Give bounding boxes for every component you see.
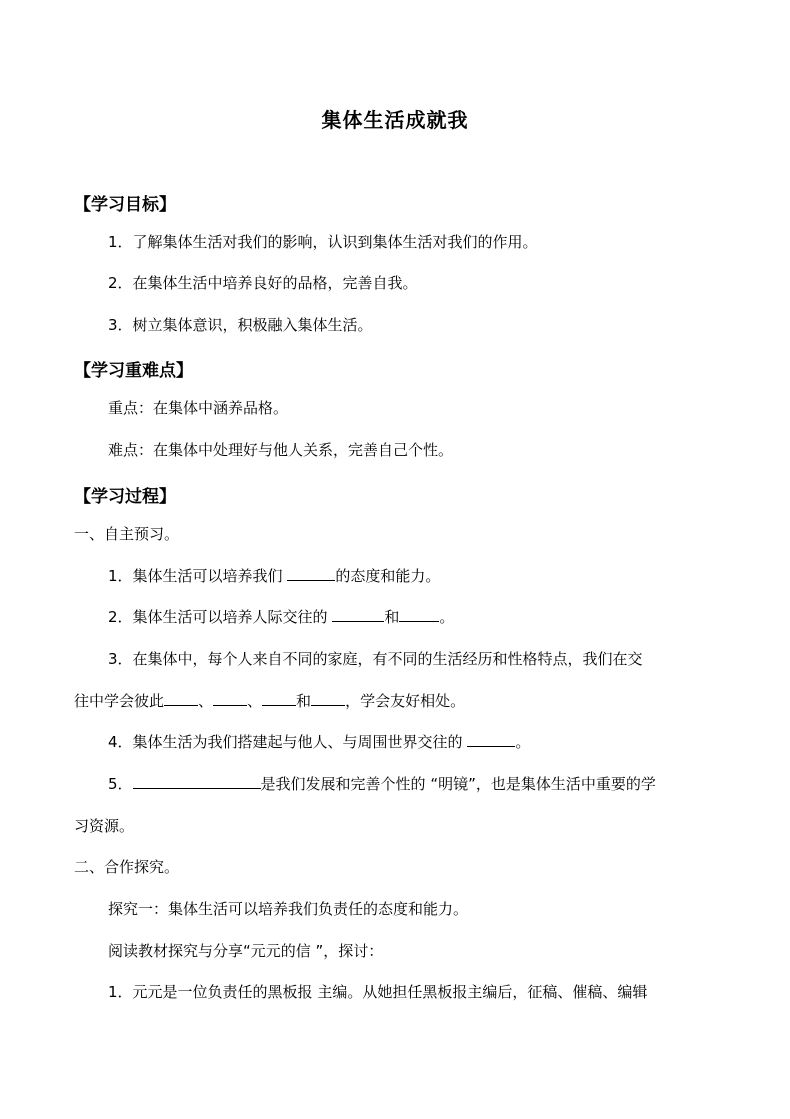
question-text: 往中学会彼此 [74, 692, 165, 710]
question-text: 和 [296, 692, 312, 710]
question-text: 的态度和能力。 [335, 567, 441, 585]
question-text: 是我们发展和完善个性的 “明镜”，也是集体生活中重要的学 [260, 775, 656, 793]
question-text: 1．集体生活可以培养我们 [108, 567, 283, 585]
question-1 [108, 566, 440, 586]
goal-item: 1．了解集体生活对我们的影响，认识到集体生活对我们的作用。 [108, 233, 538, 251]
question-text: 和 [384, 608, 400, 626]
process-heading: 【学习过程】 [74, 487, 176, 507]
answer-blank[interactable] [332, 607, 384, 622]
question-text: 、 [247, 692, 263, 710]
difficulty-point: 难点：在集体中处理好与他人关系，完善自己个性。 [108, 441, 454, 459]
question-text: 5． [108, 775, 133, 793]
goal-item: 2．在集体生活中培养良好的品格，完善自我。 [108, 274, 418, 292]
question-text: 4．集体生活为我们搭建起与他人、与周围世界交往的 [108, 733, 463, 751]
answer-blank[interactable] [262, 691, 296, 706]
answer-blank[interactable] [399, 607, 439, 622]
question-text: 。 [439, 608, 455, 626]
part2-title: 二、合作探究。 [74, 858, 180, 876]
answer-blank[interactable] [213, 691, 247, 706]
question-2 [108, 607, 454, 627]
answer-blank[interactable] [164, 691, 198, 706]
question-5 [108, 774, 656, 794]
answer-blank[interactable] [287, 566, 335, 581]
document-title: 集体生活成就我 [321, 108, 469, 132]
question-3-line1: 3．在集体中，每个人来自不同的家庭，有不同的生活经历和性格特点，我们在交 [108, 650, 643, 668]
question-text: 2．集体生活可以培养人际交往的 [108, 608, 328, 626]
goals-heading: 【学习目标】 [74, 195, 176, 215]
focus-point: 重点：在集体中涵养品格。 [108, 399, 289, 417]
question-text: 。 [515, 733, 531, 751]
answer-blank[interactable] [311, 691, 345, 706]
part1-title: 一、自主预习。 [74, 525, 180, 543]
question-text: 、 [198, 692, 214, 710]
explore-1: 探究一：集体生活可以培养我们负责任的态度和能力。 [108, 900, 469, 918]
answer-blank[interactable] [467, 732, 515, 747]
question-text: ，学会友好相处。 [345, 692, 466, 710]
reading-instruction: 阅读教材探究与分享“元元的信 ”，探讨： [108, 942, 384, 960]
answer-blank[interactable] [133, 774, 261, 789]
question-3-line2 [74, 691, 465, 711]
question-5-line2: 习资源。 [74, 817, 135, 835]
question-4 [108, 732, 530, 752]
discussion-item-1: 1．元元是一位负责任的黑板报 主编。从她担任黑板报主编后，征稿、催稿、编辑 [108, 983, 648, 1001]
goal-item: 3．树立集体意识，积极融入集体生活。 [108, 316, 373, 334]
key-points-heading: 【学习重难点】 [74, 361, 193, 381]
